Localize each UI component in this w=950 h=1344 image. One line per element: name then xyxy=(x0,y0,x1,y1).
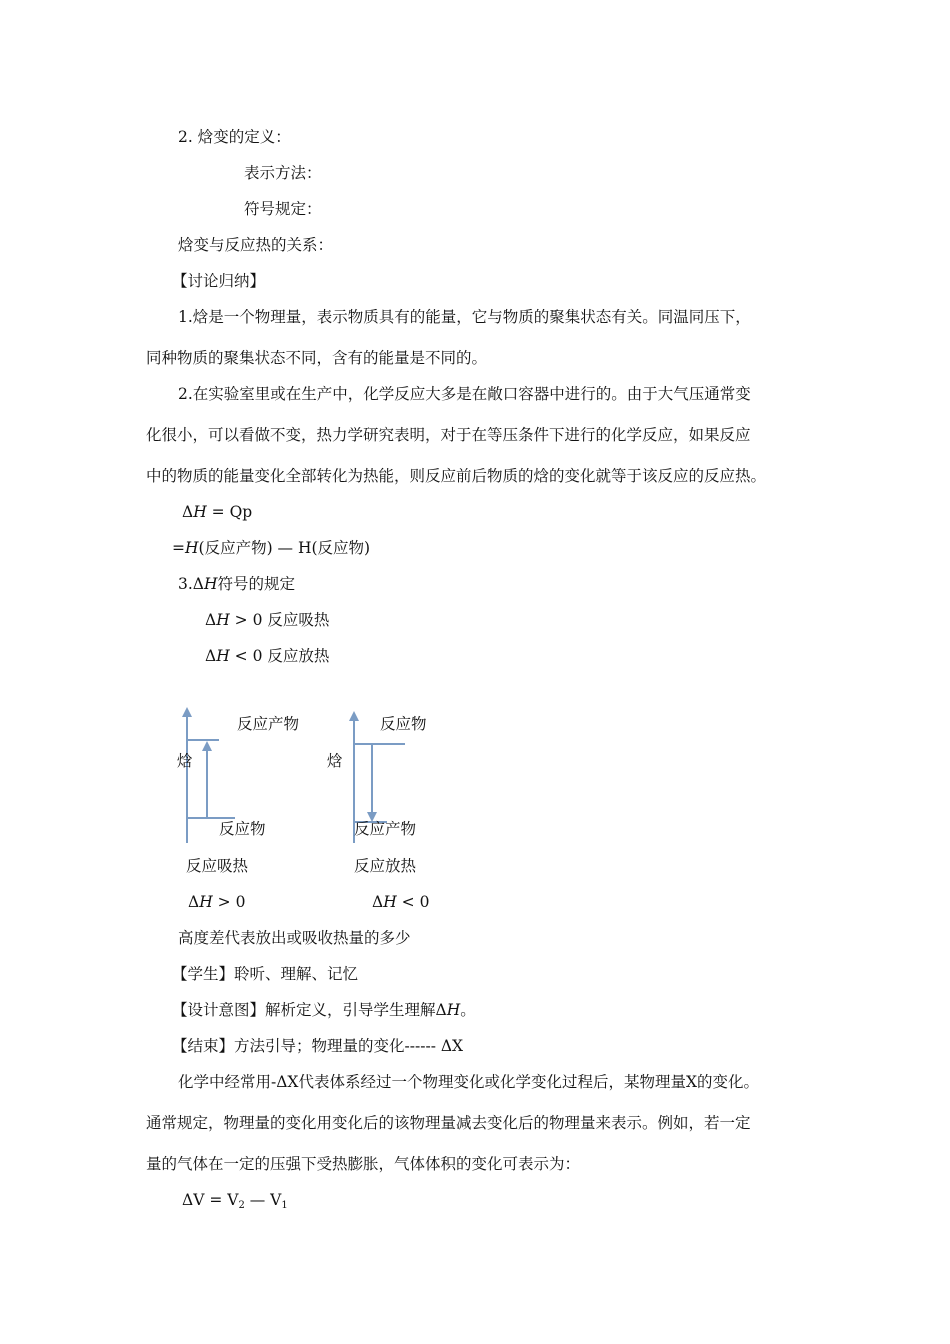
formula-part: H xyxy=(446,1001,461,1019)
formula-part: > 0 反应吸热 xyxy=(229,611,330,629)
left-bottom-label: 反应物 xyxy=(219,820,266,838)
paragraph-3-line-2: 通常规定，物理量的变化用变化后的该物理量减去变化后的物理量来表示。例如，若一定 xyxy=(146,1114,751,1132)
height-difference-note: 高度差代表放出或吸收热量的多少 xyxy=(178,929,411,947)
section-heading-enthalpy-definition: 2. 焓变的定义： xyxy=(178,128,291,146)
paragraph-2-line-3: 中的物质的能量变化全部转化为热能，则反应前后物质的焓的变化就等于该反应的反应热。 xyxy=(146,467,767,485)
formula-part: ΔV = V xyxy=(182,1191,239,1209)
formula-part: H xyxy=(199,893,213,911)
formula-part: = xyxy=(172,539,185,557)
sign-convention-label: 符号规定： xyxy=(244,200,322,218)
formula-part: Δ xyxy=(205,611,217,629)
subscript: 1 xyxy=(281,1200,288,1211)
notation-label: 表示方法： xyxy=(244,164,322,182)
right-caption: 反应放热 xyxy=(354,857,417,875)
formula-part: H xyxy=(216,647,230,665)
left-dh xyxy=(188,892,245,912)
formula-part: Δ xyxy=(205,647,217,665)
design-intent xyxy=(172,1000,476,1020)
paragraph-3-line-1: 化学中经常用-ΔX代表体系经过一个物理变化或化学变化过程后，某物理量X的变化。 xyxy=(178,1073,760,1091)
formula-part: H xyxy=(185,539,199,557)
formula-part: Δ xyxy=(188,893,200,911)
right-bottom-label: 反应产物 xyxy=(354,820,417,838)
right-y-label: 焓 xyxy=(327,752,343,770)
left-caption: 反应吸热 xyxy=(186,857,249,875)
formula-part: Δ xyxy=(182,503,194,521)
right-dh xyxy=(372,892,429,912)
paragraph-2-line-2: 化很小，可以看做不变，热力学研究表明，对于在等压条件下进行的化学反应，如果反应 xyxy=(146,426,751,444)
paragraph-1-line-1: 1.焓是一个物理量，表示物质具有的能量，它与物质的聚集状态有关。同温同压下， xyxy=(178,308,751,326)
paragraph-3-line-3: 量的气体在一定的压强下受热膨胀，气体体积的变化可表示为： xyxy=(146,1155,581,1173)
formula-part: H xyxy=(193,503,207,521)
formula-part: > 0 xyxy=(212,893,246,911)
formula-part: H xyxy=(383,893,397,911)
discussion-heading: 【讨论归纳】 xyxy=(172,272,266,290)
formula-part: < 0 xyxy=(396,893,430,911)
formula-part: H xyxy=(203,575,218,593)
conclusion-line: 【结束】方法引导；物理量的变化------ ΔX xyxy=(172,1037,464,1055)
student-activity: 【学生】聆听、理解、记忆 xyxy=(172,965,359,983)
formula-part: 3.Δ xyxy=(178,575,204,593)
left-top-label: 反应产物 xyxy=(237,715,300,733)
formula-part: Δ xyxy=(372,893,384,911)
formula-delta-v xyxy=(182,1190,288,1216)
subscript: 2 xyxy=(238,1200,245,1211)
relation-label: 焓变与反应热的关系： xyxy=(178,236,334,254)
formula-part: H xyxy=(216,611,230,629)
formula-part: 【设计意图】解析定义，引导学生理解Δ xyxy=(172,1001,447,1019)
paragraph-1-line-2: 同种物质的聚集状态不同，含有的能量是不同的。 xyxy=(146,349,488,367)
paragraph-2-line-1: 2.在实验室里或在生产中，化学反应大多是在敞口容器中进行的。由于大气压通常变 xyxy=(178,385,751,403)
right-top-label: 反应物 xyxy=(380,715,427,733)
formula-part: (反应产物) — H(反应物) xyxy=(198,539,371,557)
formula-part: — V xyxy=(244,1191,282,1209)
formula-part: < 0 反应放热 xyxy=(229,647,330,665)
formula-part: = Qp xyxy=(206,503,253,521)
left-y-label: 焓 xyxy=(177,752,193,770)
formula-part: 。 xyxy=(460,1001,476,1019)
formula-part: 符号的规定 xyxy=(217,575,296,593)
